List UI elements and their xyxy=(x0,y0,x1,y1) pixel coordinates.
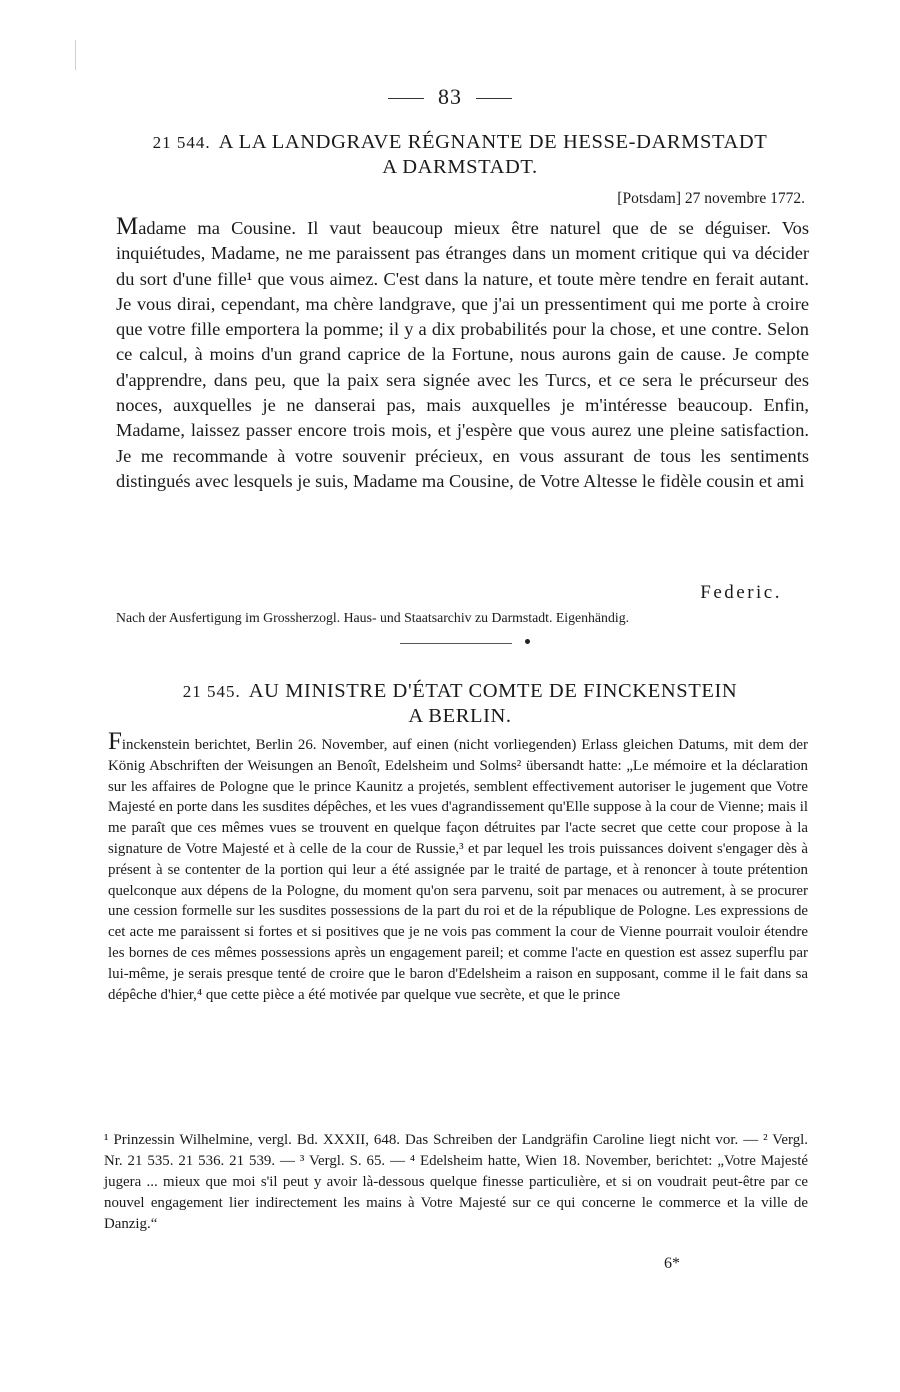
divider-dot xyxy=(525,639,530,644)
footnotes: ¹ Prinzessin Wilhelmine, vergl. Bd. XXXII, 648. Das Schreiben der Landgräfin Caroline liegt nicht vor. — ² Vergl. Nr. 21 535. 21 536. 21 539. — ³ Vergl. S. 65. — ⁴ Edelsheim hatte, Wien 18. November, berichtet: „Votre Majesté jugera ... mieux que moi s'il peut y avoir là-dessous quelque finesse particulière, et si on voudrait peut-être par ce nouvel engagement lier indirectement les mains à Votre Majesté sur ce qui concerne le commerce et la ville de Danzig.“ xyxy=(104,1132,808,1232)
letter1-dateline: [Potsdam] 27 novembre 1772. xyxy=(617,190,805,207)
dash-left xyxy=(388,98,424,99)
letter2-title-text: AU MINISTRE D'ÉTAT COMTE DE FINCKENSTEIN xyxy=(248,680,738,702)
sheet-signature: 6* xyxy=(664,1255,680,1272)
letter1-heading xyxy=(110,130,810,180)
page-number xyxy=(0,84,900,110)
letter1-title-text: A LA LANDGRAVE RÉGNANTE DE HESSE-DARMSTADT xyxy=(218,131,768,153)
dash-right xyxy=(476,98,512,99)
letter1-signature: Federic. xyxy=(700,582,782,603)
letter2-number: 21 545. xyxy=(182,682,241,701)
letter2-initial: F xyxy=(108,728,122,755)
page-number-text: 83 xyxy=(438,84,462,109)
letter2-body-text: inckenstein berichtet, Berlin 26. November, auf einen (nicht vorliegenden) Erlass gleichen Datums, mit dem der König Abschriften der Weisungen an Benoît, Edelsheim und Solms² übersandt hatte: „Le mémoire et la déclaration sur les affaires de Pologne que le prince Kaunitz a projetés, semblent effectivement autoriser le jugement que Votre Majesté en porte dans les susdites dépêches, et les vues d'agrandissement qu'Elle suppose à la cour de Vienne; mais il me paraît que ces mêmes vues se trouvent en quelque façon détruites par l'acte secret que cette cour propose à la signature de Votre Majesté et à celle de la cour de Russie,³ et par lequel les trois puissances doivent s'engager dès à présent à se contenter de la portion qui leur a été assignée par le traité de partage, et à renoncer à toute prétention quelconque aux dépens de la Pologne, du moment qu'on sera parvenu, soit par menaces ou autrement, à se procurer une cession formelle sur les susdites possessions de la part du roi et de la république de Pologne. Les expressions de cet acte me paraissent si fortes et si positives que je ne vois pas comment la cour de Vienne pourrait vouloir étendre les bornes de ces mêmes possessions après un engagement pareil; et comme l'acte en question est assez superflu par lui-même, je serais presque tenté de croire que le baron d'Edelsheim a raison en supposant, comme il le fait dans sa dépêche d'hier,⁴ que cette pièce a été motivée par quelque vue secrète, et que le prince xyxy=(108,737,808,1003)
letter1-source-note: Nach der Ausfertigung im Grossherzogl. Haus- und Staatsarchiv zu Darmstadt. Eigenhändig. xyxy=(116,610,630,625)
letter1-number: 21 544. xyxy=(152,133,211,152)
section-divider xyxy=(400,643,512,644)
margin-mark xyxy=(75,40,76,70)
letter2-title-line2: A BERLIN. xyxy=(408,705,512,727)
letter1-title-line1 xyxy=(110,130,810,155)
letter1-body-text: adame ma Cousine. Il vaut beaucoup mieux être naturel que de se déguiser. Vos inquiétudes, Madame, ne me paraissent pas étranges dans un moment critique qui va décider du sort d'une fille¹ que vous aimez. C'est dans la nature, et toute mère tendre en ferait autant. Je vous dirai, cependant, ma chère landgrave, que j'ai un pressentiment qui me porte à croire que votre fille emportera la pomme; il y a dix probabilités pour la chose, et une contre. Selon ce calcul, à moins d'un grand caprice de la Fortune, nous aurons gain de cause. Je compte d'apprendre, dans peu, que la paix sera signée avec les Turcs, et ce sera le précurseur des noces, auxquelles je ne danserai pas, mais auxquelles je m'intéresse beaucoup. Enfin, Madame, laissez passer encore trois mois, et j'espère que vous aurez une pleine satisfaction. Je me recommande à votre souvenir précieux, en vous assurant de tous les sentiments distingués avec lesquels je suis, Madame ma Cousine, de Votre Altesse le fidèle cousin et ami xyxy=(116,218,809,491)
letter2-heading xyxy=(110,679,810,729)
letter2-body xyxy=(108,728,808,1005)
letter1-initial: M xyxy=(116,213,139,240)
letter1-body xyxy=(116,214,809,494)
letter1-title-line2: A DARMSTADT. xyxy=(382,156,538,178)
letter2-title-line1 xyxy=(110,679,810,704)
